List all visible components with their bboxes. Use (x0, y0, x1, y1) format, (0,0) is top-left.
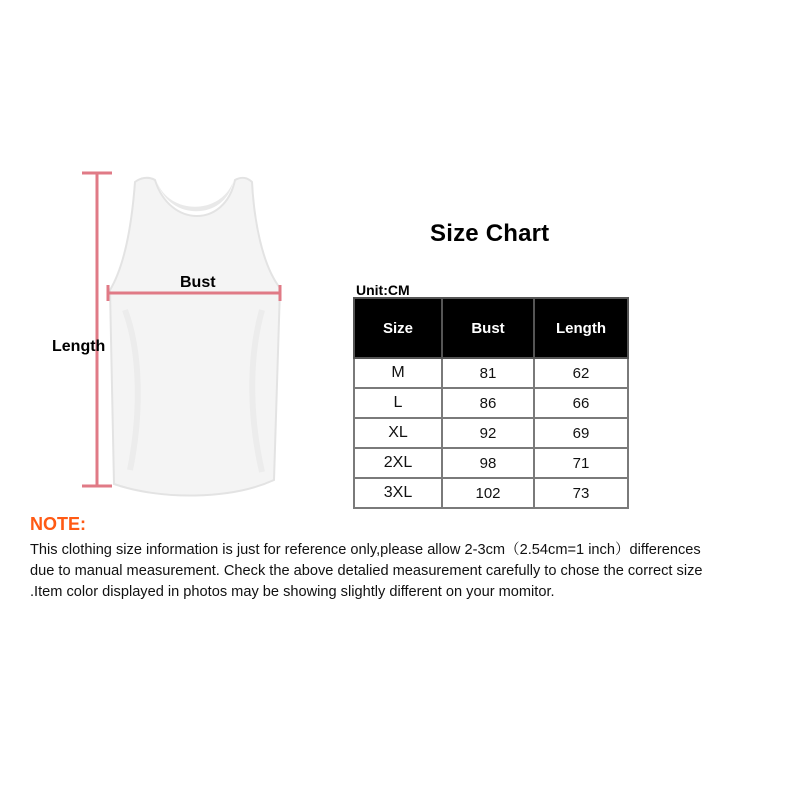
cell-size: XL (354, 418, 442, 448)
cell-length: 62 (534, 358, 628, 388)
cell-bust: 81 (442, 358, 534, 388)
cell-bust: 86 (442, 388, 534, 418)
table-row (354, 448, 628, 478)
length-label: Length (52, 338, 106, 355)
cell-length: 71 (534, 448, 628, 478)
table-header-row (354, 298, 628, 358)
cell-size: 2XL (354, 448, 442, 478)
note-line: This clothing size information is just for reference only,please allow 2-3cm（2.54cm=1 inch）differences (30, 542, 701, 558)
page-title: Size Chart (430, 220, 550, 247)
cell-length: 66 (534, 388, 628, 418)
cell-length: 73 (534, 478, 628, 508)
header-size: Size (354, 298, 442, 358)
note-line: due to manual measurement. Check the above detalied measurement carefully to chose the correct size (30, 563, 703, 579)
length-arrow (82, 173, 112, 486)
bust-label: Bust (180, 274, 216, 291)
cell-bust: 102 (442, 478, 534, 508)
cell-length: 69 (534, 418, 628, 448)
note-text (30, 540, 800, 603)
size-table (353, 297, 629, 509)
cell-size: 3XL (354, 478, 442, 508)
header-length: Length (534, 298, 628, 358)
table-row (354, 478, 628, 508)
cell-size: M (354, 358, 442, 388)
header-bust: Bust (442, 298, 534, 358)
garment-illustration (30, 150, 340, 520)
table-row (354, 358, 628, 388)
cell-size: L (354, 388, 442, 418)
table-row (354, 388, 628, 418)
unit-label: Unit:CM (356, 282, 410, 298)
tank-top-image (30, 150, 340, 520)
cell-bust: 98 (442, 448, 534, 478)
cell-bust: 92 (442, 418, 534, 448)
note-heading: NOTE: (30, 514, 86, 534)
table-row (354, 418, 628, 448)
note-line: .Item color displayed in photos may be showing slightly different on your momitor. (30, 584, 555, 600)
